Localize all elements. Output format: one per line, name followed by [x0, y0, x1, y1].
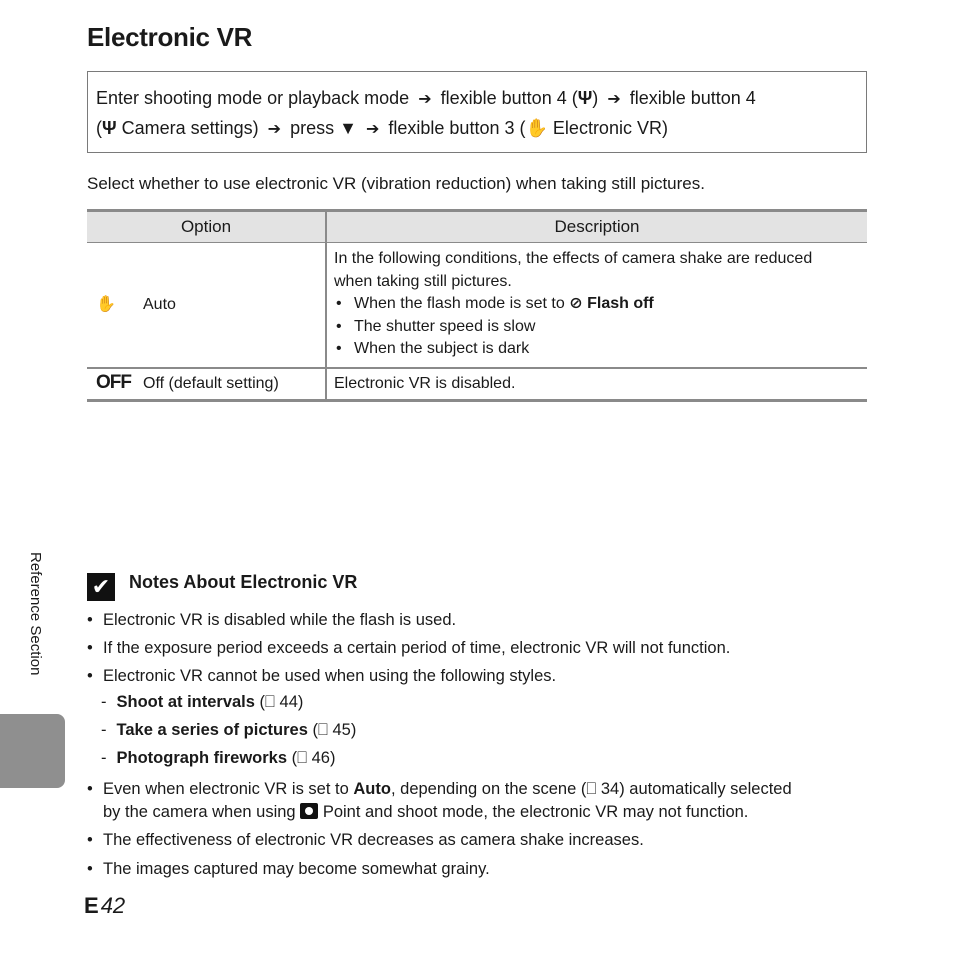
- arrow-right-icon: ➔: [365, 121, 380, 138]
- flash-off-icon: ⊘: [569, 295, 583, 312]
- list-item: [87, 665, 867, 688]
- text-fragment: by the camera when using: [103, 803, 296, 821]
- list-item: [87, 609, 867, 632]
- list-item: [87, 858, 867, 881]
- flash-off-label: Flash off: [587, 295, 654, 312]
- check-icon: ✔: [87, 573, 115, 601]
- vr-hand-icon: ✋: [96, 296, 116, 313]
- off-icon: OFF: [96, 372, 131, 393]
- page-number: [84, 893, 125, 919]
- table-header-option: Option: [87, 209, 325, 243]
- text-fragment: 34) automatically selected: [600, 780, 792, 798]
- navigation-path-box: [87, 71, 867, 153]
- list-item: • The shutter speed is slow: [334, 316, 844, 339]
- bullet: •: [87, 667, 93, 685]
- sub-list-item: - Photograph fireworks (⎕ 46): [101, 749, 336, 767]
- list-item: [87, 829, 867, 852]
- style-name: Take a series of pictures: [116, 721, 308, 739]
- list-item: [334, 293, 844, 316]
- off-description: Electronic VR is disabled.: [334, 375, 516, 392]
- nav-text: Camera settings): [121, 118, 259, 138]
- book-icon: ⎕: [297, 749, 308, 767]
- vr-hand-icon: ✋: [525, 118, 548, 138]
- page-title: Electronic VR: [87, 22, 253, 52]
- row-divider: [87, 367, 867, 369]
- auto-description: [334, 248, 844, 361]
- section-tab: [0, 714, 65, 788]
- nav-text: Enter shooting mode or playback mode: [96, 88, 410, 108]
- nav-text: (: [96, 118, 102, 138]
- column-divider: [325, 209, 327, 401]
- list-item-text: Electronic VR is disabled while the flash is used.: [103, 611, 457, 629]
- list-item-text: If the exposure period exceeds a certain period of time, electronic VR will not function.: [103, 639, 731, 657]
- page-ref: 44): [279, 693, 304, 711]
- text-fragment: Point and shoot mode, the electronic VR may not function.: [322, 803, 749, 821]
- list-item: [87, 637, 867, 660]
- book-icon: ⎕: [317, 721, 328, 739]
- text-fragment: Even when electronic VR is set to: [103, 780, 349, 798]
- reference-e-icon: E: [84, 893, 99, 918]
- dash: -: [101, 721, 107, 739]
- nav-text: Electronic VR): [552, 118, 668, 138]
- bullet: •: [87, 831, 93, 849]
- camera-icon: [300, 803, 318, 819]
- option-auto-label: Auto: [143, 296, 176, 313]
- list-item-text: The images captured may become somewhat grainy.: [103, 860, 490, 878]
- notes-heading: [87, 572, 357, 601]
- list-item-text: [103, 778, 867, 824]
- list-item-text: When the flash mode is set to: [354, 295, 565, 312]
- arrow-right-icon: ➔: [418, 91, 432, 108]
- bullet: •: [87, 860, 93, 878]
- text-fragment: , depending on the scene (: [390, 780, 587, 798]
- setup-menu-icon: Ψ: [577, 88, 593, 108]
- option-off-label: Off (default setting): [143, 375, 279, 392]
- dash: -: [101, 749, 107, 767]
- page-number-value: 42: [100, 893, 126, 918]
- setup-menu-icon: Ψ: [102, 118, 117, 138]
- page-ref: 45): [332, 721, 357, 739]
- book-icon: ⎕: [586, 780, 597, 798]
- nav-text: flexible button 3 (: [388, 118, 526, 138]
- table-header-description: Description: [327, 209, 867, 243]
- style-name: Shoot at intervals: [116, 693, 255, 711]
- auto-label: Auto: [353, 780, 391, 798]
- page-ref: 46): [311, 749, 336, 767]
- list-item: [87, 778, 867, 824]
- arrow-right-icon: ➔: [607, 91, 621, 108]
- table-bottom-border: [87, 399, 867, 402]
- style-name: Photograph fireworks: [116, 749, 288, 767]
- notes-heading-text: Notes About Electronic VR: [129, 572, 358, 592]
- list-item: • When the subject is dark: [334, 338, 844, 361]
- sub-list-item: - Take a series of pictures (⎕ 45): [101, 721, 357, 739]
- bullet: •: [87, 639, 93, 657]
- list-item-text: Electronic VR cannot be used when using the following styles.: [103, 667, 557, 685]
- list-item-text: The effectiveness of electronic VR decreases as camera shake increases.: [103, 831, 644, 849]
- sub-list-item: - Shoot at intervals (⎕ 44): [101, 693, 304, 711]
- auto-description-intro: In the following conditions, the effects of camera shake are reduced when taking still pictures.: [334, 250, 813, 290]
- down-triangle-icon: ▼: [339, 118, 357, 138]
- nav-text: flexible button 4: [629, 88, 756, 108]
- nav-text: press: [290, 118, 335, 138]
- intro-text: Select whether to use electronic VR (vibration reduction) when taking still pictures.: [87, 174, 705, 193]
- section-label: Reference Section: [27, 552, 44, 676]
- bullet: •: [87, 780, 93, 798]
- arrow-right-icon: ➔: [267, 121, 282, 138]
- book-icon: ⎕: [265, 693, 275, 711]
- bullet: •: [87, 611, 93, 629]
- nav-text: flexible button 4 (: [440, 88, 578, 108]
- dash: -: [101, 693, 107, 711]
- nav-text: ): [592, 88, 599, 108]
